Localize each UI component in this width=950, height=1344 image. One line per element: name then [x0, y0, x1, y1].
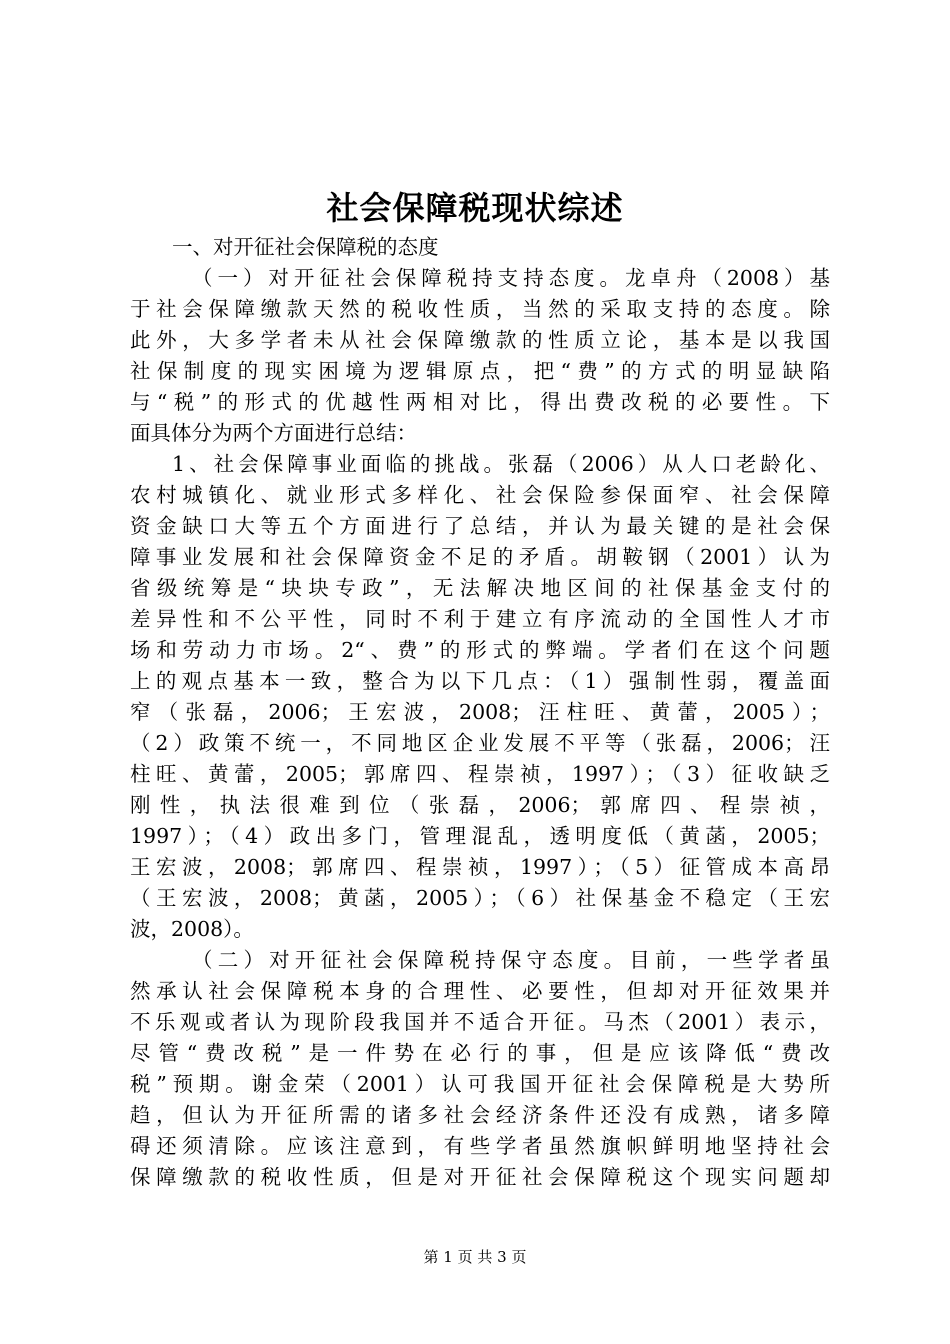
paragraph-line: 省级统筹是“块块专政”，无法解决地区间的社保基金支付的 [130, 576, 830, 600]
paragraph-line: 差异性和不公平性，同时不利于建立有序流动的全国性人才市 [130, 607, 830, 631]
paragraph-line: 于社会保障缴款天然的税收性质，当然的采取支持的态度。除 [130, 297, 830, 321]
paragraph-line: （一）对开征社会保障税持支持态度。龙卓舟（2008）基 [192, 266, 830, 290]
paragraph-line: 资金缺口大等五个方面进行了总结，并认为最关键的是社会保 [130, 514, 830, 538]
paragraph-line: 上的观点基本一致，整合为以下几点：（1）强制性弱，覆盖面 [130, 669, 830, 693]
page-footer: 第 1 页 共 3 页 [423, 1248, 527, 1266]
paragraph-line: （二）对开征社会保障税持保守态度。目前，一些学者虽 [192, 948, 830, 972]
paragraph-line: （2）政策不统一，不同地区企业发展不平等（张磊，2006；汪 [130, 731, 830, 755]
paragraph-line: （王宏波，2008；黄菡，2005）；（6）社保基金不稳定（王宏 [130, 886, 830, 910]
paragraph-line: 1997）；（4）政出多门，管理混乱，透明度低（黄菡，2005； [130, 824, 830, 848]
paragraph-line: 面具体分为两个方面进行总结： [130, 421, 417, 445]
paragraph-line: 与“税”的形式的优越性两相对比，得出费改税的必要性。下 [130, 390, 830, 414]
paragraph-line: 尽管“费改税”是一件势在必行的事，但是应该降低“费改 [130, 1041, 830, 1065]
paragraph-line: 税”预期。谢金荣（2001）认可我国开征社会保障税是大势所 [130, 1072, 830, 1096]
paragraph-line: 不乐观或者认为现阶段我国并不适合开征。马杰（2001）表示， [130, 1010, 830, 1034]
paragraph-line: 障事业发展和社会保障资金不足的矛盾。胡鞍钢（2001）认为 [130, 545, 830, 569]
paragraph-line: 碍还须清除。应该注意到，有些学者虽然旗帜鲜明地坚持社会 [130, 1134, 830, 1158]
paragraph-line: 1、社会保障事业面临的挑战。张磊（2006）从人口老龄化、 [172, 452, 830, 476]
paragraph-line: 农村城镇化、就业形式多样化、社会保险参保面窄、社会保障 [130, 483, 830, 507]
paragraph-line: 趋，但认为开征所需的诸多社会经济条件还没有成熟，诸多障 [130, 1103, 830, 1127]
paragraph-line: 然承认社会保障税本身的合理性、必要性，但却对开征效果并 [130, 979, 830, 1003]
paragraph-line: 社保制度的现实困境为逻辑原点，把“费”的方式的明显缺陷 [130, 359, 830, 383]
paragraph-line: 此外，大多学者未从社会保障缴款的性质立论，基本是以我国 [130, 328, 830, 352]
paragraph-line: 刚性，执法很难到位（张磊，2006；郭席四、程崇祯， [130, 793, 830, 817]
paragraph-line: 保障缴款的税收性质，但是对开征社会保障税这个现实问题却 [130, 1165, 830, 1189]
document-title: 社会保障税现状综述 [326, 189, 624, 227]
paragraph-line: 王宏波，2008；郭席四、程崇祯，1997）；（5）征管成本高昂 [130, 855, 830, 879]
paragraph-line: 场和劳动力市场。2“、费”的形式的弊端。学者们在这个问题 [130, 638, 830, 662]
paragraph-line: 窄（张磊，2006；王宏波，2008；汪柱旺、黄蕾，2005）； [130, 700, 830, 724]
section-heading: 一、对开征社会保障税的态度 [172, 235, 439, 259]
paragraph-line: 波，2008）。 [130, 917, 254, 941]
document-body [130, 232, 830, 1193]
paragraph-line: 柱旺、黄蕾，2005；郭席四、程崇祯，1997）；（3）征收缺乏 [130, 762, 830, 786]
